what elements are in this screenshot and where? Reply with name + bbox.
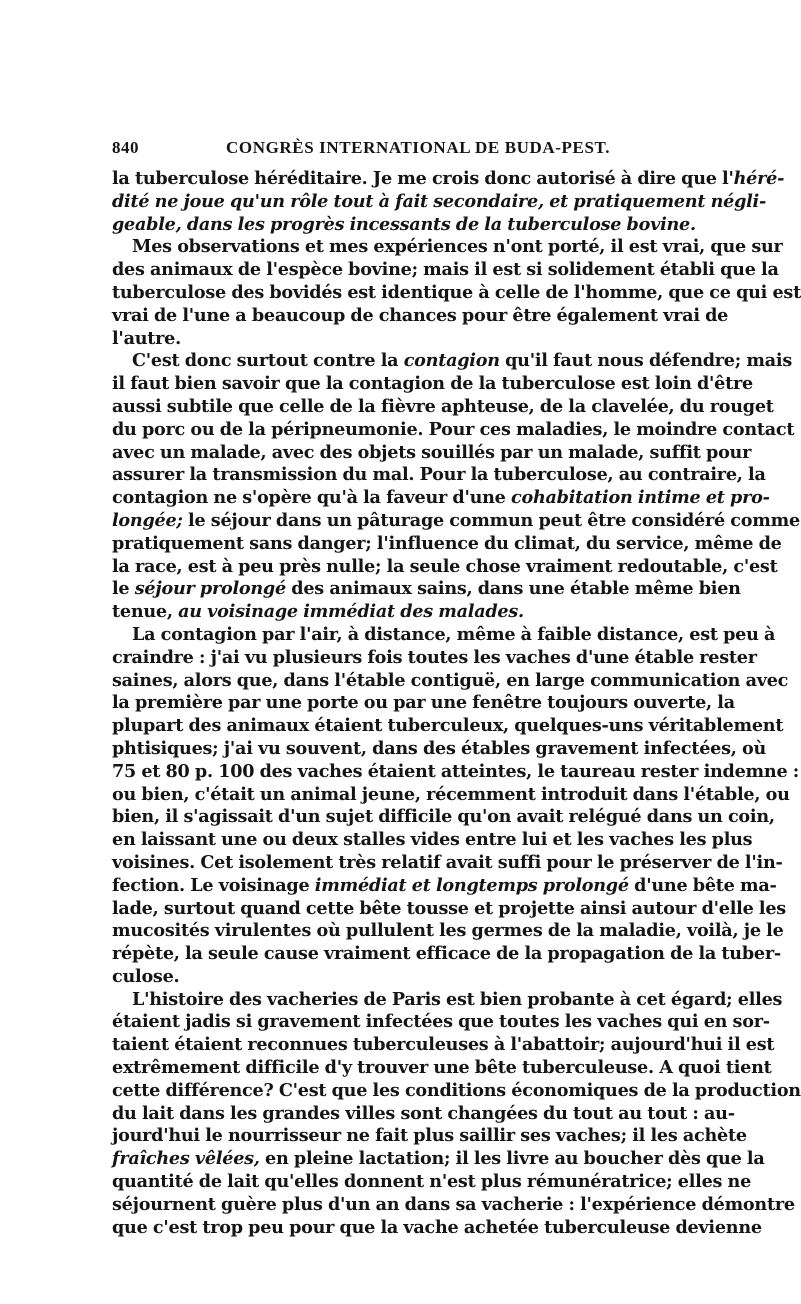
page-header [112,138,682,168]
text-line [112,874,777,898]
text-line [112,168,785,191]
text-line [112,1079,801,1103]
text-line [112,1171,752,1194]
text-line [112,1193,795,1217]
text-line [112,441,752,465]
text-line [112,328,682,351]
text-line [112,509,800,533]
text-run: qu'il faut nous défendre; mais [499,350,792,372]
text-line [112,464,766,487]
text-line [112,281,801,305]
text-run: tuberculose des bovidés est identique à celle de l'homme, que ce qui est [112,281,801,303]
body-text [112,168,801,1239]
text-run: saines, alors que, dans l'étable contiguë, en large communication avec [112,669,789,691]
text-run: assurer la transmission du mal. Pour la tuberculose, au contraire, la [112,464,766,486]
text-line [112,213,696,237]
text-line [112,190,767,214]
text-run: voisines. Cet isolement très relatif avait suffi pour le préserver de l'in- [112,851,783,873]
text-run: le séjour dans un pâturage commun peut être considéré comme [182,509,800,531]
text-line [112,715,784,738]
text-run: bien, il s'agissait d'un sujet difficile qu'on avait relégué dans un coin, [112,806,775,828]
text-line [112,1216,762,1240]
text-run: vrai de l'une a beaucoup de chances pour être également vrai de [112,304,729,326]
text-run: du lait dans les grandes villes sont changées du tout au tout : au- [112,1102,735,1124]
text-line [112,1057,772,1080]
text-line [112,783,790,807]
page-number: 840 [112,138,139,157]
text-run: 75 et 80 p. 100 des vaches étaient atteintes, le taureau rester indemne : [112,760,800,782]
text-line [112,418,795,442]
text-line [112,966,682,989]
text-run: des animaux sains, dans une étable même bien [285,578,741,600]
text-run: le [112,578,135,600]
text-line [112,692,735,715]
text-line [112,897,786,921]
text-line [112,760,800,784]
text-run: étaient jadis si gravement infectées que toutes les vaches qui en sor- [112,1011,770,1033]
text-line [112,578,741,601]
text-line [112,806,775,829]
text-line [112,829,753,852]
text-run: C'est donc surtout contre la [132,350,404,372]
text-run: d'une bête ma- [628,874,777,896]
italic-text: héré- [733,168,785,189]
text-line [112,1011,770,1034]
text-line [112,1148,765,1171]
text-run: phtisiques; j'ai vu souvent, dans des étables gravement infectées, où [112,737,767,759]
text-run: avec un malade, avec des objets souillés par un malade, suffit pour [112,441,752,463]
text-line [112,851,783,875]
running-title: CONGRÈS INTERNATIONAL DE BUDA-PEST. [226,138,611,157]
text-run: la tuberculose héréditaire. Je me crois donc autorisé à dire que l' [112,168,734,189]
text-run: que c'est trop peu pour que la vache achetée tuberculeuse devienne [112,1216,762,1238]
text-line [112,555,778,579]
text-run: contagion ne s'opère qu'à la faveur d'une [112,487,511,509]
text-run: craindre : j'ai vu plusieurs fois toutes les vaches d'une étable rester [112,646,757,668]
italic-text: cohabitation intime et pro- [511,487,770,509]
text-line [112,487,770,510]
text-line [112,373,753,396]
text-run: tenue, [112,601,179,623]
text-line [112,601,682,624]
text-run: aussi subtile que celle de la fièvre aphteuse, de la clavelée, du rouget [112,395,774,417]
text-run: Mes observations et mes expériences n'ont porté, il est vrai, que sur [132,236,783,258]
italic-text: contagion [403,350,500,372]
text-run: des animaux de l'espèce bovine; mais il est si solidement établi que la [112,259,779,281]
text-line [112,1125,747,1148]
text-run: séjournent guère plus d'un an dans sa vacherie : l'expérience démontre [112,1193,795,1215]
text-run: en pleine lactation; il les livre au boucher dès que la [259,1148,765,1170]
text-run: l'autre. [112,327,181,349]
text-run: mucosités virulentes où pullulent les germes de la maladie, voilà, je le [112,920,784,942]
text-line [112,623,776,647]
italic-text: fraîches vêlées, [112,1148,260,1170]
text-run: quantité de lait qu'elles donnent n'est plus rémunératrice; elles ne [112,1171,752,1193]
italic-text: immédiat et longtemps prolongé [314,874,629,896]
text-line [112,737,767,761]
text-run: plupart des animaux étaient tuberculeux, quelques-uns véritablement [112,715,784,737]
text-line [112,1034,775,1057]
text-run: pratiquement sans danger; l'influence du climat, du service, même de [112,532,782,554]
text-run: du porc ou de la péripneumonie. Pour ces maladies, le moindre contact [112,418,795,440]
text-line [112,943,781,966]
text-line [112,669,789,693]
text-run: jourd'hui le nourrisseur ne fait plus saillir ses vaches; il les achète [112,1125,747,1147]
text-run: ou bien, c'était un animal jeune, récemment introduit dans l'étable, ou [112,783,790,805]
italic-text: au voisinage immédiat des malades. [178,601,524,623]
text-line [112,920,784,943]
text-line [112,304,729,328]
text-run: cette différence? C'est que les conditions économiques de la production [112,1079,801,1101]
text-run: taient étaient reconnues tuberculeuses à l'abattoir; aujourd'hui il est [112,1034,775,1056]
text-run: répète, la seule cause vraiment efficace de la propagation de la tuber- [112,943,781,965]
italic-text: dité ne joue qu'un rôle tout à fait secondaire, et pratiquement négli- [112,190,767,212]
text-line [112,350,792,373]
text-run: il faut bien savoir que la contagion de la tuberculose est loin d'être [112,373,753,395]
text-run: culose. [112,965,180,987]
text-line [112,395,774,419]
text-line [112,646,757,670]
text-line [112,1102,735,1126]
text-run: L'histoire des vacheries de Paris est bien probante à cet égard; elles [132,988,783,1010]
text-line [112,988,783,1012]
text-run: La contagion par l'air, à distance, même à faible distance, est peu à [132,623,776,645]
italic-text: séjour prolongé [134,578,286,600]
text-run: lade, surtout quand cette bête tousse et projette ainsi autour d'elle les [112,897,786,919]
text-run: en laissant une ou deux stalles vides entre lui et les vaches les plus [112,829,753,851]
italic-text: geable, dans les progrès incessants de la tuberculose bovine. [112,213,696,235]
text-run: extrêmement difficile d'y trouver une bête tuberculeuse. A quoi tient [112,1057,772,1079]
text-line [112,532,782,556]
text-run: la race, est à peu près nulle; la seule chose vraiment redoutable, c'est [112,555,778,577]
text-run: la première par une porte ou par une fenêtre toujours ouverte, la [112,692,735,714]
text-run: fection. Le voisinage [112,874,315,896]
text-line [112,236,783,259]
text-line [112,259,779,282]
italic-text: longée; [112,509,183,531]
document-page [112,138,801,1239]
